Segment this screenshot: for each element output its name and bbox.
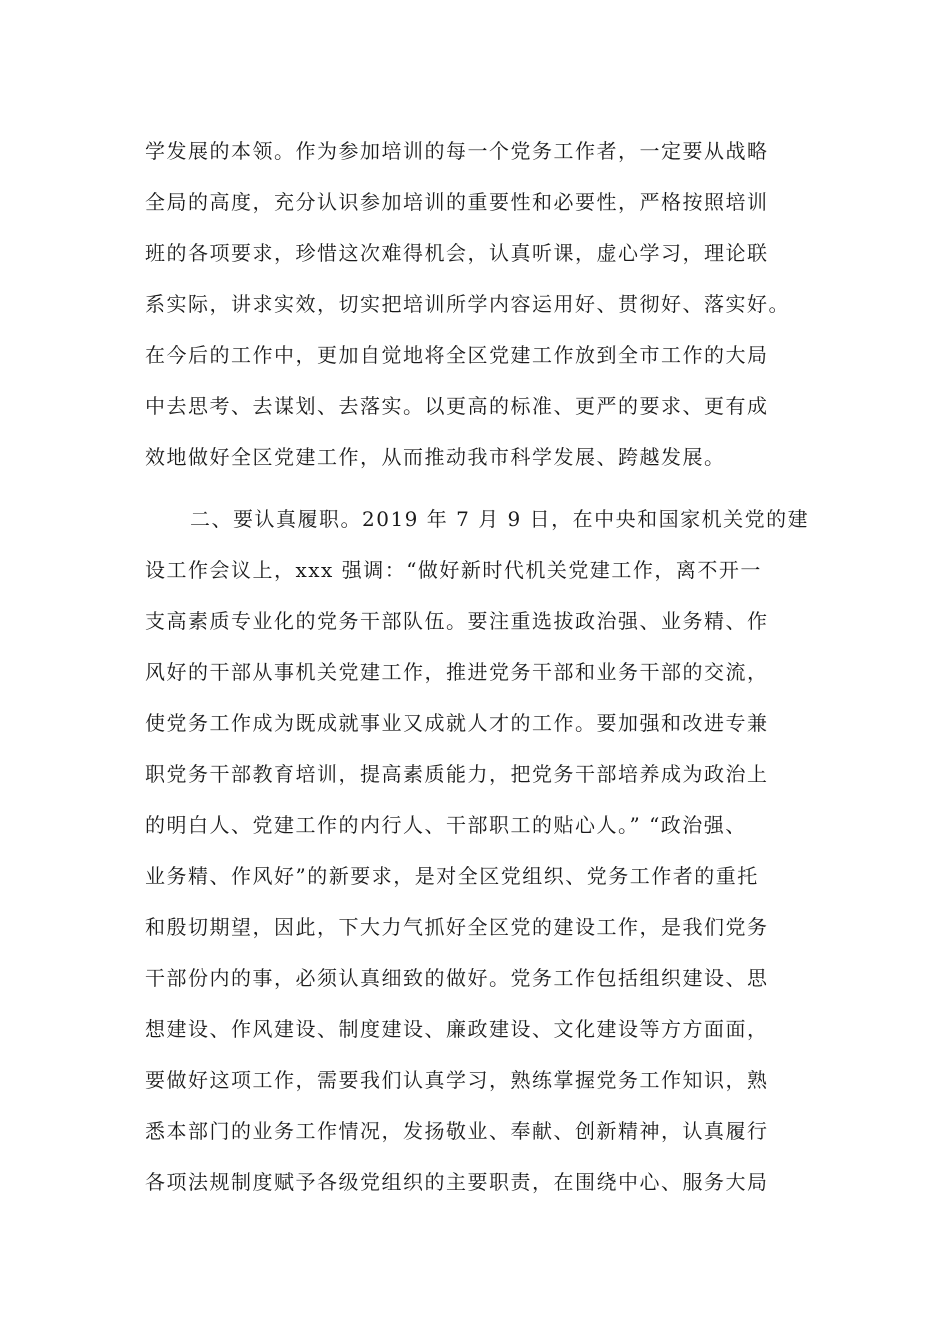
paragraph-first-line: 二、要认真履职。2019 年 7 月 9 日，在中央和国家机关党的建 — [190, 507, 810, 531]
text-line: 各项法规制度赋予各级党组织的主要职责，在围绕中心、服务大局 — [145, 1170, 769, 1194]
text-line: 效地做好全区党建工作，从而推动我市科学发展、跨越发展。 — [145, 445, 726, 469]
text-line: 的明白人、党建工作的内行人、干部职工的贴心人。” “政治强、 — [145, 813, 747, 837]
text-line: 和殷切期望，因此，下大力气抓好全区党的建设工作，是我们党务 — [145, 915, 769, 939]
text-line: 业务精、作风好”的新要求，是对全区党组织、党务工作者的重托 — [145, 864, 759, 888]
text-line: 使党务工作成为既成就事业又成就人才的工作。要加强和改进专兼 — [145, 711, 769, 735]
text-line: 干部份内的事，必须认真细致的做好。党务工作包括组织建设、思 — [145, 966, 769, 990]
text-line: 班的各项要求，珍惜这次难得机会，认真听课，虚心学习，理论联 — [145, 241, 769, 265]
text-line: 想建设、作风建设、制度建设、廉政建设、文化建设等方方面面， — [145, 1017, 769, 1041]
text-line: 职党务干部教育培训，提高素质能力，把党务干部培养成为政治上 — [145, 762, 769, 786]
text-line: 学发展的本领。作为参加培训的每一个党务工作者，一定要从战略 — [145, 139, 769, 163]
text-line: 设工作会议上，xxx 强调：“做好新时代机关党建工作，离不开一 — [145, 558, 762, 582]
text-line: 系实际，讲求实效，切实把培训所学内容运用好、贯彻好、落实好。 — [145, 292, 790, 316]
text-line: 风好的干部从事机关党建工作，推进党务干部和业务干部的交流， — [145, 660, 769, 684]
text-line: 在今后的工作中，更加自觉地将全区党建工作放到全市工作的大局 — [145, 343, 769, 367]
text-line: 悉本部门的业务工作情况，发扬敬业、奉献、创新精神，认真履行 — [145, 1119, 769, 1143]
text-line: 支高素质专业化的党务干部队伍。要注重选拔政治强、业务精、作 — [145, 609, 769, 633]
text-line: 中去思考、去谋划、去落实。以更高的标准、更严的要求、更有成 — [145, 394, 769, 418]
text-line: 要做好这项工作，需要我们认真学习，熟练掌握党务工作知识，熟 — [145, 1068, 769, 1092]
text-line: 全局的高度，充分认识参加培训的重要性和必要性，严格按照培训 — [145, 190, 769, 214]
